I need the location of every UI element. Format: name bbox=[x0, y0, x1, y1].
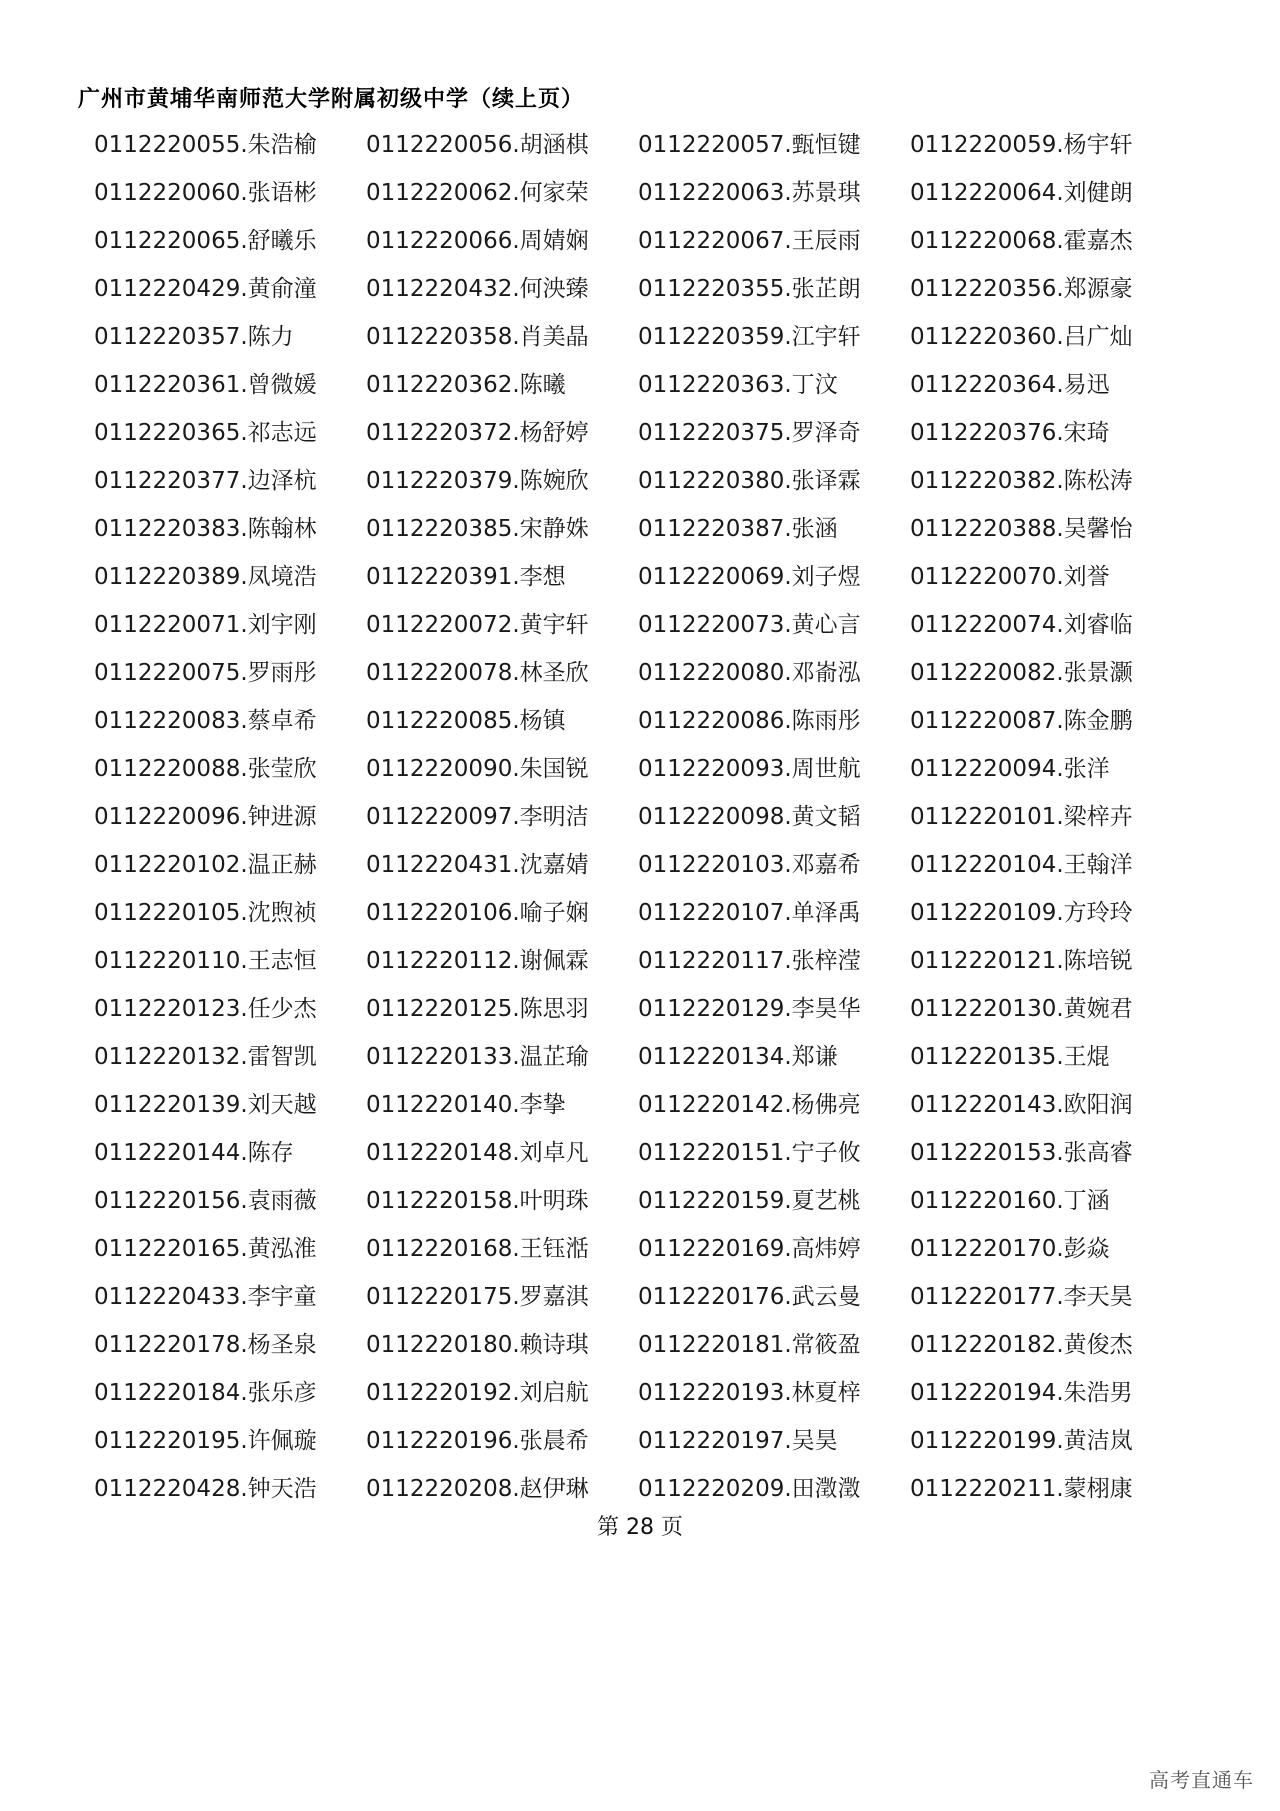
list-item: 0112220363.丁汶 bbox=[638, 371, 838, 398]
list-item: 0112220073.黄心言 bbox=[638, 611, 861, 638]
list-item: 0112220097.李明洁 bbox=[366, 803, 589, 830]
list-item: 0112220151.宁子攸 bbox=[638, 1139, 861, 1166]
list-item: 0112220180.赖诗琪 bbox=[366, 1331, 589, 1358]
page-number: 第 28 页 bbox=[597, 1515, 683, 1540]
list-item: 0112220372.杨舒婷 bbox=[366, 419, 589, 446]
list-item: 0112220156.袁雨薇 bbox=[94, 1187, 317, 1214]
list-item: 0112220143.欧阳润 bbox=[910, 1091, 1133, 1118]
list-item: 0112220071.刘宇刚 bbox=[94, 611, 317, 638]
list-item: 0112220209.田澂澂 bbox=[638, 1475, 861, 1502]
list-item: 0112220365.祁志远 bbox=[94, 419, 317, 446]
list-item: 0112220140.李挚 bbox=[366, 1091, 566, 1118]
list-item: 0112220125.陈思羽 bbox=[366, 995, 589, 1022]
list-item: 0112220068.霍嘉杰 bbox=[910, 227, 1133, 254]
list-item: 0112220072.黄宇轩 bbox=[366, 611, 589, 638]
list-item: 0112220387.张涵 bbox=[638, 515, 838, 542]
list-item: 0112220090.朱国锐 bbox=[366, 755, 589, 782]
list-item: 0112220142.杨佛亮 bbox=[638, 1091, 861, 1118]
list-item: 0112220433.李宇童 bbox=[94, 1283, 317, 1310]
list-item: 0112220132.雷智凯 bbox=[94, 1043, 317, 1070]
list-item: 0112220208.赵伊琳 bbox=[366, 1475, 589, 1502]
list-item: 0112220067.王辰雨 bbox=[638, 227, 861, 254]
list-item: 0112220117.张梓滢 bbox=[638, 947, 861, 974]
list-item: 0112220383.陈翰林 bbox=[94, 515, 317, 542]
list-item: 0112220078.林圣欣 bbox=[366, 659, 589, 686]
list-item: 0112220083.蔡卓希 bbox=[94, 707, 317, 734]
list-item: 0112220134.郑谦 bbox=[638, 1043, 838, 1070]
student-list bbox=[94, 118, 1214, 1510]
list-item: 0112220133.温芷瑜 bbox=[366, 1043, 589, 1070]
list-item: 0112220085.杨镇 bbox=[366, 707, 566, 734]
list-item: 0112220194.朱浩男 bbox=[910, 1379, 1133, 1406]
list-item: 0112220359.江宇轩 bbox=[638, 323, 861, 350]
list-item: 0112220056.胡涵棋 bbox=[366, 131, 589, 158]
list-item: 0112220193.林夏梓 bbox=[638, 1379, 861, 1406]
list-item: 0112220123.任少杰 bbox=[94, 995, 317, 1022]
list-item: 0112220169.高炜婷 bbox=[638, 1235, 861, 1262]
list-item: 0112220357.陈力 bbox=[94, 323, 294, 350]
list-item: 0112220362.陈曦 bbox=[366, 371, 566, 398]
list-item: 0112220197.吴昊 bbox=[638, 1427, 838, 1454]
list-item: 0112220195.许佩璇 bbox=[94, 1427, 317, 1454]
list-item: 0112220110.王志恒 bbox=[94, 947, 317, 974]
list-item: 0112220364.易迅 bbox=[910, 371, 1110, 398]
list-item: 0112220168.王钰湉 bbox=[366, 1235, 589, 1262]
list-item: 0112220105.沈煦祯 bbox=[94, 899, 317, 926]
list-item: 0112220121.陈培锐 bbox=[910, 947, 1133, 974]
list-item: 0112220104.王翰洋 bbox=[910, 851, 1133, 878]
list-item: 0112220094.张洋 bbox=[910, 755, 1110, 782]
list-item: 0112220082.张景灏 bbox=[910, 659, 1133, 686]
list-item: 0112220057.甄恒键 bbox=[638, 131, 861, 158]
list-item: 0112220088.张莹欣 bbox=[94, 755, 317, 782]
list-item: 0112220112.谢佩霖 bbox=[366, 947, 589, 974]
list-item: 0112220199.黄洁岚 bbox=[910, 1427, 1133, 1454]
list-item: 0112220096.钟进源 bbox=[94, 803, 317, 830]
list-item: 0112220181.常筱盈 bbox=[638, 1331, 861, 1358]
list-item: 0112220175.罗嘉淇 bbox=[366, 1283, 589, 1310]
list-item: 0112220135.王焜 bbox=[910, 1043, 1110, 1070]
list-item: 0112220106.喻子娴 bbox=[366, 899, 589, 926]
list-item: 0112220159.夏艺桃 bbox=[638, 1187, 861, 1214]
list-item: 0112220074.刘睿临 bbox=[910, 611, 1133, 638]
list-item: 0112220080.邓嵛泓 bbox=[638, 659, 861, 686]
list-item: 0112220355.张芷朗 bbox=[638, 275, 861, 302]
list-item: 0112220388.吴馨怡 bbox=[910, 515, 1133, 542]
list-item: 0112220075.罗雨彤 bbox=[94, 659, 317, 686]
list-item: 0112220196.张晨希 bbox=[366, 1427, 589, 1454]
list-item: 0112220107.单泽禹 bbox=[638, 899, 861, 926]
list-item: 0112220098.黄文韬 bbox=[638, 803, 861, 830]
list-item: 0112220055.朱浩榆 bbox=[94, 131, 317, 158]
list-item: 0112220184.张乐彦 bbox=[94, 1379, 317, 1406]
list-item: 0112220165.黄泓淮 bbox=[94, 1235, 317, 1262]
list-item: 0112220160.丁涵 bbox=[910, 1187, 1110, 1214]
list-item: 0112220385.宋静姝 bbox=[366, 515, 589, 542]
list-item: 0112220356.郑源豪 bbox=[910, 275, 1133, 302]
list-item: 0112220429.黄俞潼 bbox=[94, 275, 317, 302]
list-item: 0112220129.李昊华 bbox=[638, 995, 861, 1022]
list-item: 0112220358.肖美晶 bbox=[366, 323, 589, 350]
list-item: 0112220432.何泱臻 bbox=[366, 275, 589, 302]
list-item: 0112220178.杨圣泉 bbox=[94, 1331, 317, 1358]
list-item: 0112220176.武云曼 bbox=[638, 1283, 861, 1310]
list-item: 0112220062.何家荣 bbox=[366, 179, 589, 206]
list-item: 0112220211.蒙栩康 bbox=[910, 1475, 1133, 1502]
list-item: 0112220070.刘誉 bbox=[910, 563, 1110, 590]
list-item: 0112220382.陈松涛 bbox=[910, 467, 1133, 494]
list-item: 0112220431.沈嘉婧 bbox=[366, 851, 589, 878]
list-item: 0112220389.凤境浩 bbox=[94, 563, 317, 590]
list-item: 0112220380.张译霖 bbox=[638, 467, 861, 494]
list-item: 0112220101.梁梓卉 bbox=[910, 803, 1133, 830]
list-item: 0112220065.舒曦乐 bbox=[94, 227, 317, 254]
list-item: 0112220148.刘卓凡 bbox=[366, 1139, 589, 1166]
list-item: 0112220360.吕广灿 bbox=[910, 323, 1133, 350]
list-item: 0112220153.张高睿 bbox=[910, 1139, 1133, 1166]
list-item: 0112220109.方玲玲 bbox=[910, 899, 1133, 926]
list-item: 0112220376.宋琦 bbox=[910, 419, 1110, 446]
watermark-logo: 高考直通车 bbox=[1149, 1768, 1254, 1792]
list-item: 0112220066.周婧娴 bbox=[366, 227, 589, 254]
list-item: 0112220086.陈雨彤 bbox=[638, 707, 861, 734]
list-item: 0112220130.黄婉君 bbox=[910, 995, 1133, 1022]
list-item: 0112220377.边泽杭 bbox=[94, 467, 317, 494]
page-heading: 广州市黄埔华南师范大学附属初级中学（续上页） bbox=[78, 87, 585, 112]
list-item: 0112220087.陈金鹏 bbox=[910, 707, 1133, 734]
list-item: 0112220182.黄俊杰 bbox=[910, 1331, 1133, 1358]
list-item: 0112220060.张语彬 bbox=[94, 179, 317, 206]
list-item: 0112220379.陈婉欣 bbox=[366, 467, 589, 494]
list-item: 0112220361.曾微媛 bbox=[94, 371, 317, 398]
list-item: 0112220063.苏景琪 bbox=[638, 179, 861, 206]
list-item: 0112220375.罗泽奇 bbox=[638, 419, 861, 446]
list-item: 0112220064.刘健朗 bbox=[910, 179, 1133, 206]
list-item: 0112220103.邓嘉希 bbox=[638, 851, 861, 878]
list-item: 0112220102.温正赫 bbox=[94, 851, 317, 878]
list-item: 0112220059.杨宇轩 bbox=[910, 131, 1133, 158]
list-item: 0112220177.李天昊 bbox=[910, 1283, 1133, 1310]
list-item: 0112220192.刘启航 bbox=[366, 1379, 589, 1406]
list-item: 0112220144.陈存 bbox=[94, 1139, 294, 1166]
list-item: 0112220093.周世航 bbox=[638, 755, 861, 782]
list-item: 0112220139.刘天越 bbox=[94, 1091, 317, 1118]
list-item: 0112220170.彭焱 bbox=[910, 1235, 1110, 1262]
list-item: 0112220158.叶明珠 bbox=[366, 1187, 589, 1214]
list-item: 0112220069.刘子煜 bbox=[638, 563, 861, 590]
list-item: 0112220391.李想 bbox=[366, 563, 566, 590]
list-item: 0112220428.钟天浩 bbox=[94, 1475, 317, 1502]
